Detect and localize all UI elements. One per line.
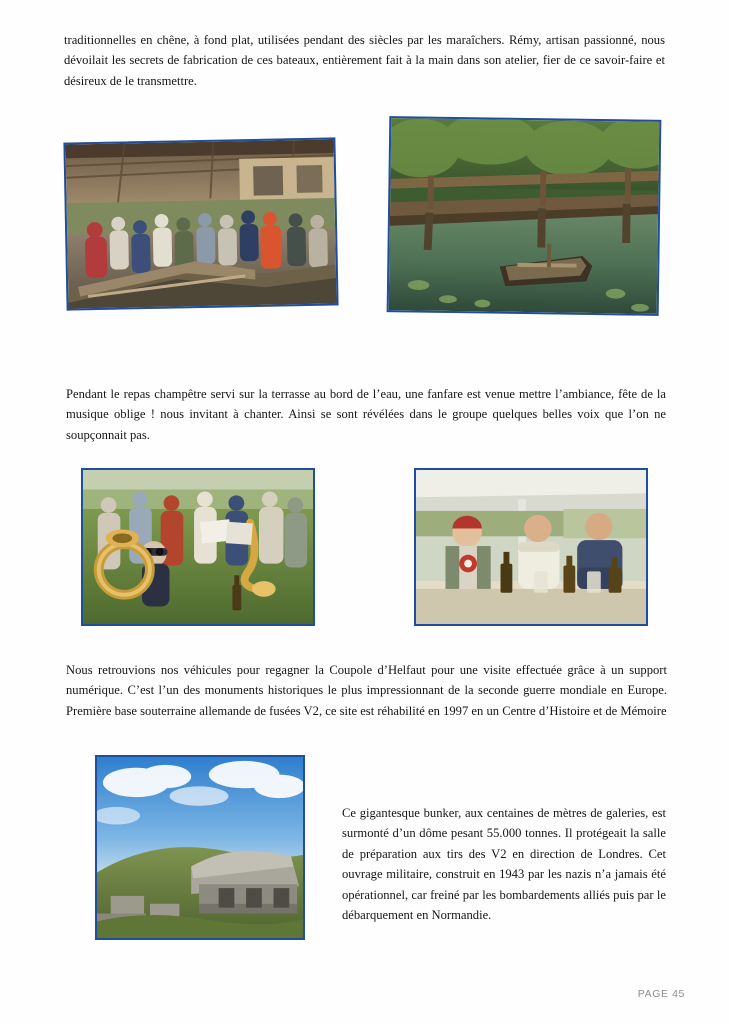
photo-marais-barque-image <box>389 118 660 314</box>
paragraph-1: traditionnelles en chêne, à fond plat, utilisées pendant des siècles par les maraîchers. Rémy, artisan passionné, nous dévoilait les secrets de fabrication de ces bateaux, entièrement fait à la main dans son atelier, fier de ce savoir-faire et désireux de le transmettre. <box>64 33 665 88</box>
photo-boat-workshop <box>63 137 338 310</box>
page-number: PAGE 45 <box>637 988 685 1000</box>
photo-fanfare-image <box>83 470 313 624</box>
paragraph-4: Ce gigantesque bunker, aux centaines de mètres de galeries, est surmonté d’un dôme pesant 55.000 tonnes. Il protégeait la salle de préparation aux tirs des V2 en direction de Londres. Cet ouvrage militaire, construit en 1943 par les nazis n’a jamais été opérationnel, car freiné par les bombardements alliés puis par le débarquement en Normandie. <box>342 806 666 922</box>
photo-fanfare <box>81 468 315 626</box>
photo-marais-barque <box>387 116 662 316</box>
photo-repas-terrasse <box>414 468 648 626</box>
photo-boat-workshop-image <box>65 139 336 308</box>
photo-repas-terrasse-image <box>416 470 646 624</box>
paragraph-3: Nous retrouvions nos véhicules pour regagner la Coupole d’Helfaut pour une visite effectuée grâce à un support numérique. C’est l’un des monuments historiques le plus impressionnant de la seconde guerre mondiale en Europe. Première base souterraine allemande de fusées V2, ce site est réhabilité en 1997 en un Centre d’Histoire et de Mémoire <box>66 663 667 718</box>
photo-coupole-bunker <box>95 755 305 940</box>
photo-coupole-bunker-image <box>97 757 303 938</box>
paragraph-2: Pendant le repas champêtre servi sur la terrasse au bord de l’eau, une fanfare est venue mettre l’ambiance, fête de la musique oblige ! nous invitant à chanter. Ainsi se sont révélées dans le groupe quelques belles voix que l’on ne soupçonnait pas. <box>66 387 666 442</box>
